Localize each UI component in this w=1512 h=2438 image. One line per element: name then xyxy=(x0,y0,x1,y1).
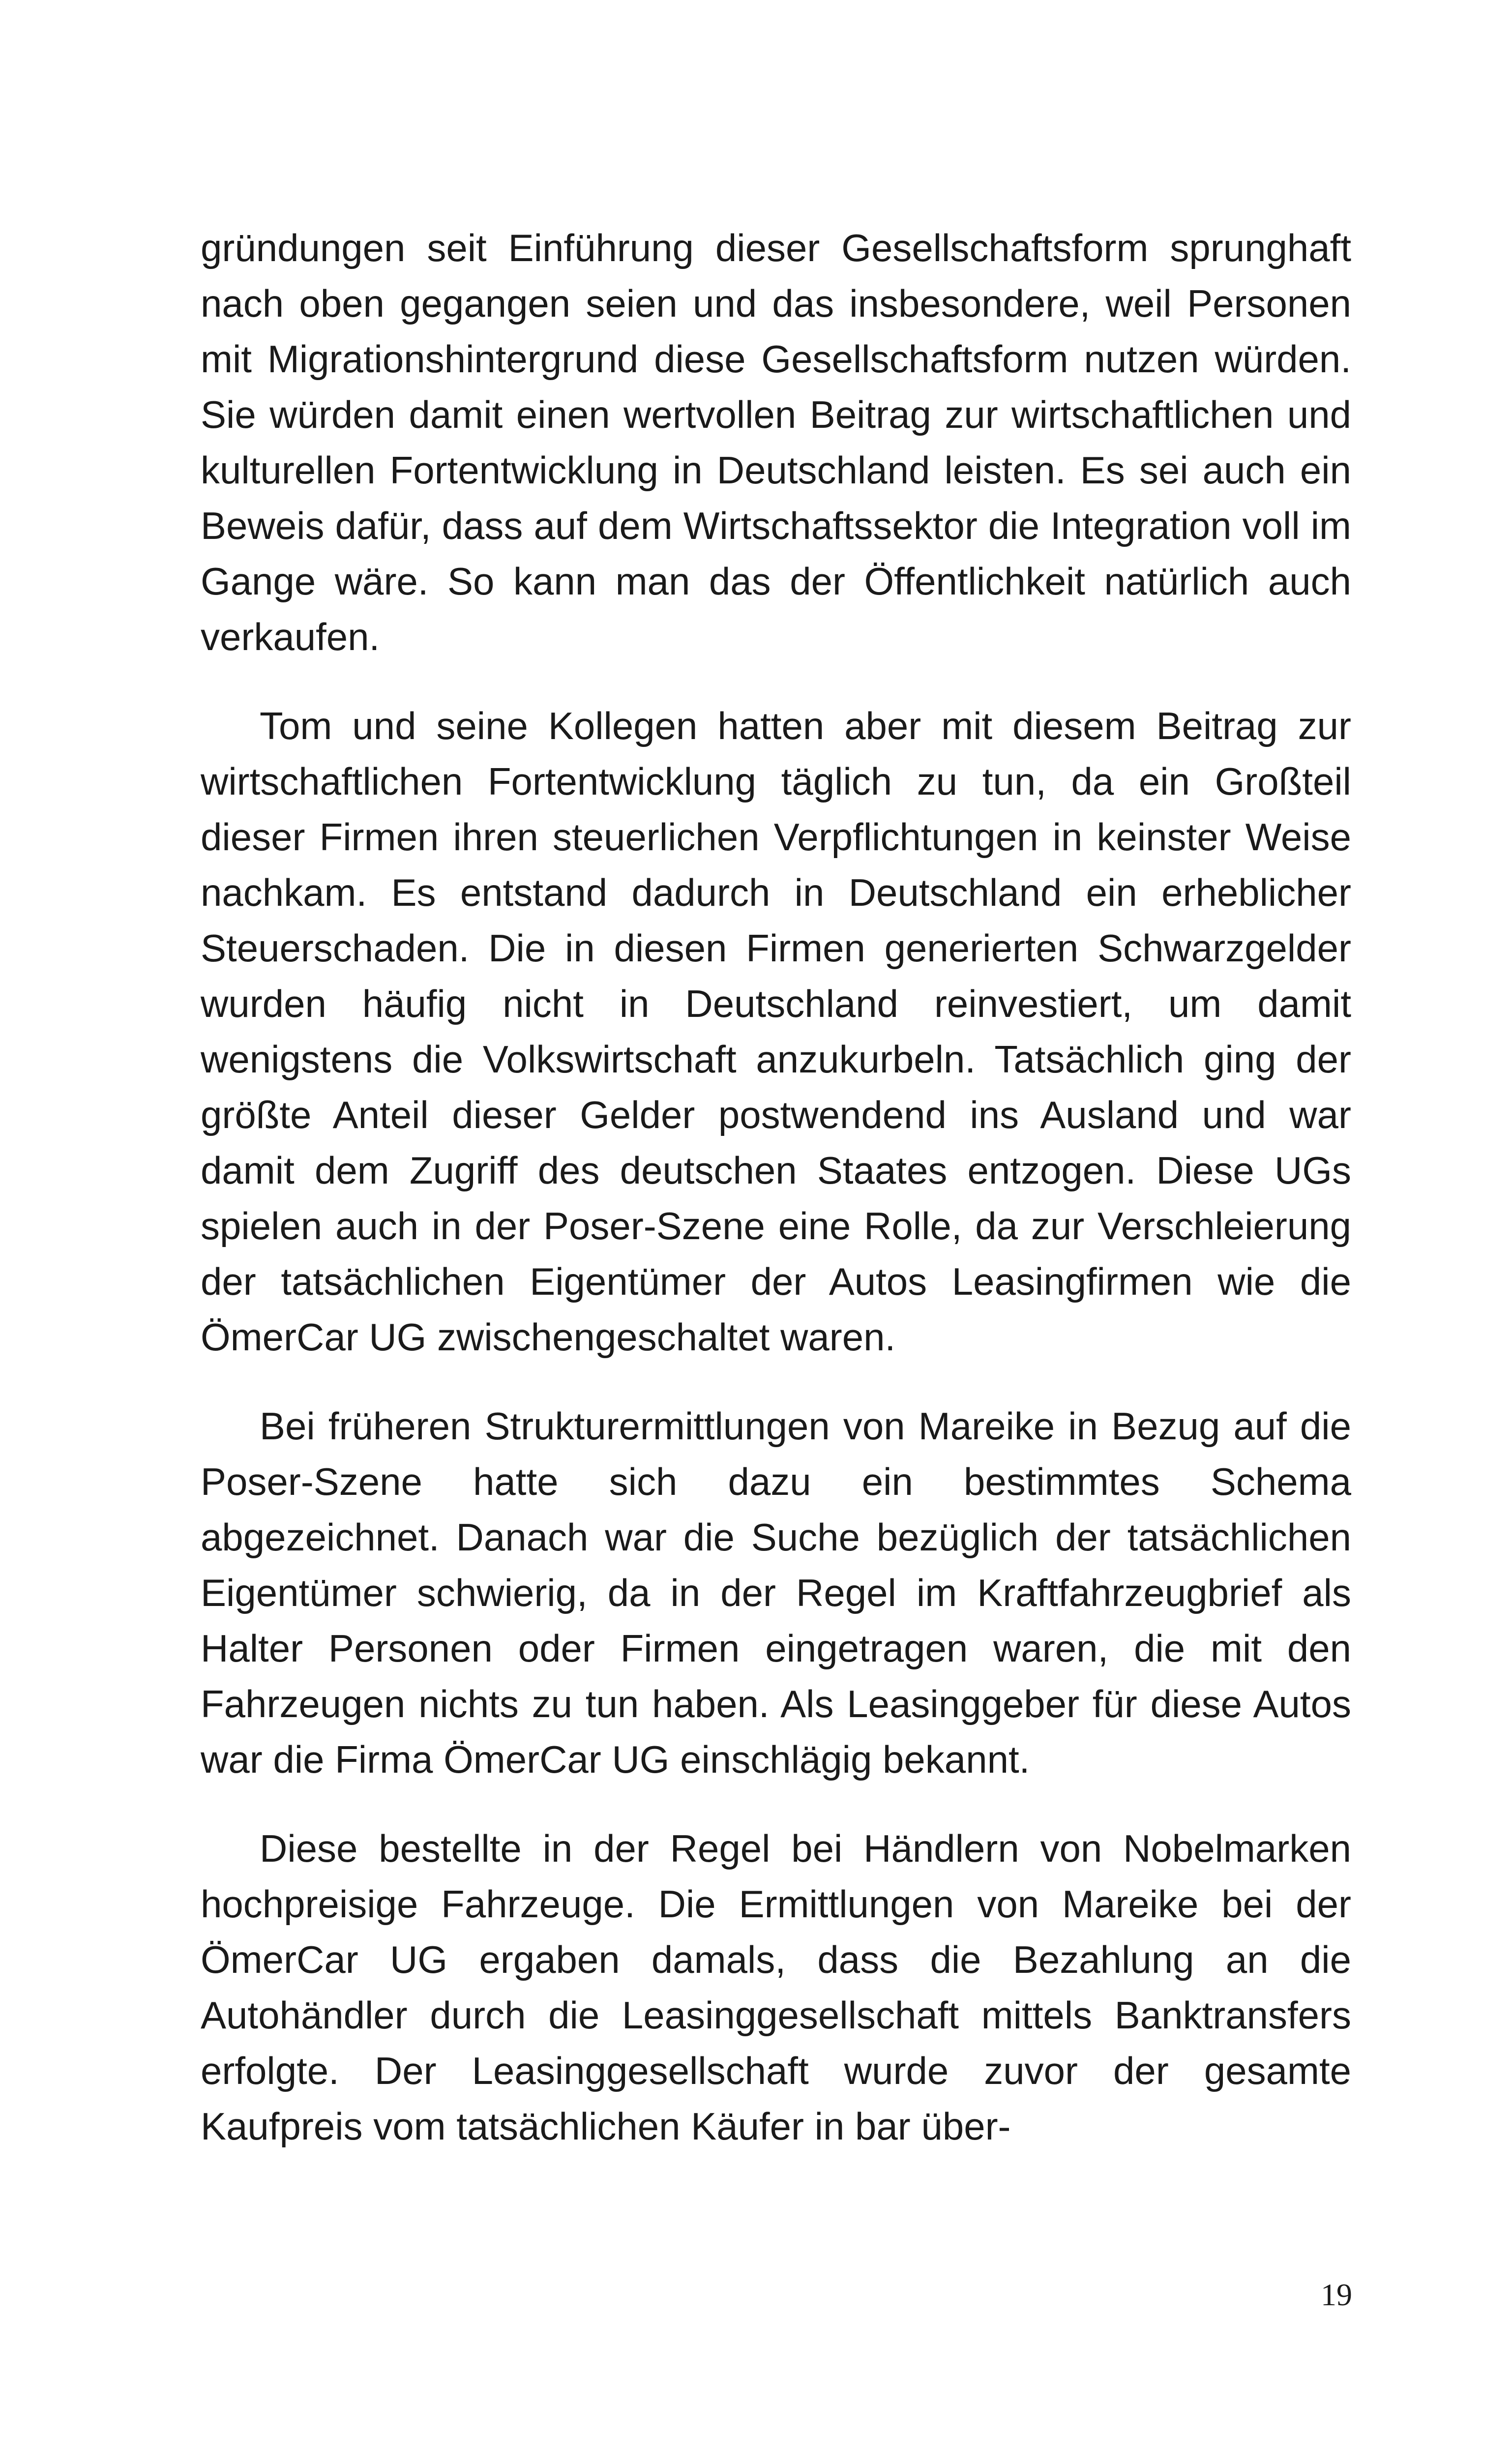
body-text xyxy=(201,220,1351,2188)
paragraph: Bei früheren Strukturermittlungen von Mareike in Bezug auf die Poser-Szene hatte sich dazu ein bestimmtes Schema abgezeichnet. Danach war die Suche bezüglich der tatsächlichen Eigentümer schwierig, da in der Regel im Kraftfahrzeugbrief als Halter Personen oder Firmen eingetragen waren, die mit den Fahrzeugen nichts zu tun haben. Als Leasinggeber für diese Autos war die Firma ÖmerCar UG einschlägig bekannt. xyxy=(201,1404,1351,1781)
paragraph-continuation: gründungen seit Einführung dieser Gesellschaftsform sprunghaft nach oben gegangen seien und das insbesondere, weil Personen mit Migrationshintergrund diese Gesellschaftsform nutzen würden. Sie würden damit einen wertvollen Beitrag zur wirtschaftlichen und kulturellen Fortentwicklung in Deutschland leisten. Es sei auch ein Beweis dafür, dass auf dem Wirtschaftssektor die Integration voll im Gange wäre. So kann man das der Öffentlichkeit natürlich auch verkaufen. xyxy=(201,226,1351,658)
page-number: 19 xyxy=(1321,2277,1352,2312)
paragraph: Diese bestellte in der Regel bei Händlern von Nobelmarken hochpreisige Fahrzeuge. Die Ermittlungen von Mareike bei der ÖmerCar UG ergaben damals, dass die Bezahlung an die Autohändler durch die Leasinggesellschaft mittels Banktransfers erfolgte. Der Leasinggesellschaft wurde zuvor der gesamte Kaufpreis vom tatsächlichen Käufer in bar über- xyxy=(201,1827,1351,2148)
paragraph: Tom und seine Kollegen hatten aber mit diesem Beitrag zur wirtschaftlichen Fortentwicklung täglich zu tun, da ein Großteil dieser Firmen ihren steuerlichen Verpflichtungen in keinster Weise nachkam. Es entstand dadurch in Deutschland ein erheblicher Steuerschaden. Die in diesen Firmen generierten Schwarzgelder wurden häufig nicht in Deutschland reinvestiert, um damit wenigstens die Volkswirtschaft anzukurbeln. Tatsächlich ging der größte Anteil dieser Gelder postwendend ins Ausland und war damit dem Zugriff des deutschen Staates entzogen. Diese UGs spielen auch in der Poser-Szene eine Rolle, da zur Verschleierung der tatsächlichen Eigentümer der Autos Leasingfirmen wie die ÖmerCar UG zwischengeschaltet waren. xyxy=(201,704,1351,1359)
